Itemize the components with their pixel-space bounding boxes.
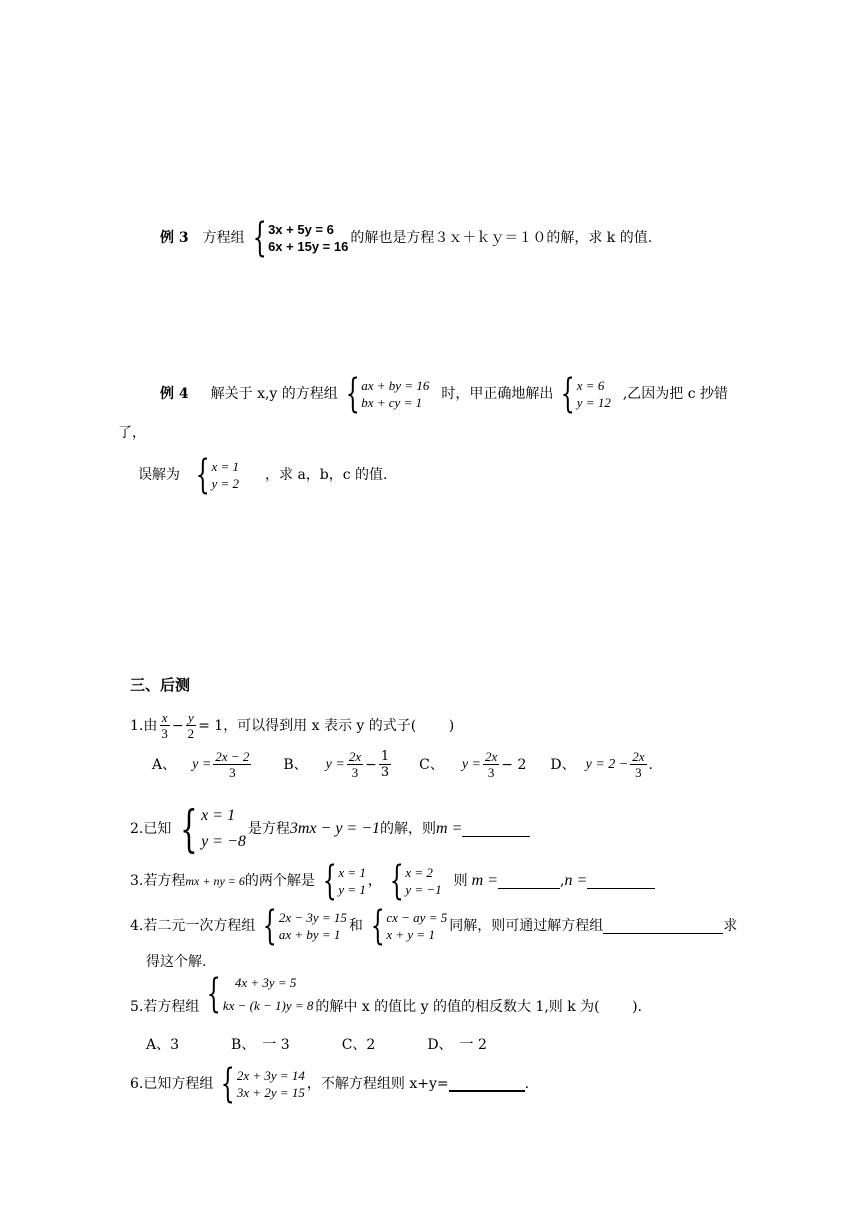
q5-eq2: kx − (k − 1)y = 8	[222, 998, 314, 1013]
q1-option-c-label: C、	[419, 756, 444, 773]
q2-mid2: 的解，则	[380, 821, 437, 837]
brace-icon: {	[561, 371, 576, 417]
question-2	[130, 800, 530, 858]
brace-icon: {	[263, 903, 278, 949]
q3-mid: 的两个解是	[244, 873, 315, 889]
brace-icon: {	[345, 371, 360, 417]
example-4-line2-prefix: 误解为	[138, 467, 180, 483]
example-4-sys1-eq2: bx + cy = 1	[361, 395, 423, 410]
question-6	[130, 1061, 530, 1107]
q1-frac2-denominator: 2	[187, 726, 195, 741]
q3-prefix: 3.若方程	[130, 873, 186, 889]
q4-s2-eq1: cx − ay = 5	[386, 910, 448, 925]
q1-option-c-lhs: y =	[461, 756, 481, 772]
example-4-prefix: 解关于 x,y 的方程组	[210, 386, 338, 402]
q4-tail: 求	[723, 918, 738, 934]
q5-option-c: C、2	[341, 1037, 376, 1053]
example-4-line-2	[138, 452, 388, 498]
q3-s1-eq2: y = 1	[338, 882, 366, 897]
example-4-sys3-eq2: y = 2	[211, 476, 239, 491]
q3-m-blank[interactable]	[498, 874, 560, 889]
brace-icon: {	[207, 971, 222, 1017]
example-3-prefix: 方程组	[202, 230, 245, 246]
q2-equation: 3mx − y = −1	[289, 820, 381, 837]
q2-answer-blank[interactable]	[462, 822, 530, 837]
q1-fraction-2	[186, 711, 197, 740]
q2-system	[173, 800, 246, 858]
example-4-sys3-eq1: x = 1	[211, 459, 239, 474]
example-4-suffix: ,乙因为把 c 抄错	[622, 386, 729, 402]
q1-option-c-denominator: 3	[487, 765, 495, 780]
q3-var-n: n =	[564, 872, 588, 889]
q1-option-b-fraction-2	[379, 750, 391, 779]
brace-icon: {	[180, 800, 199, 858]
q6-eq1: 2x + 3y = 14	[236, 1068, 305, 1083]
example-3-eq2: 6x + 15y = 16	[268, 239, 349, 254]
question-3	[130, 858, 655, 904]
example-4-line2-suffix: ，求 a，b，c 的值.	[265, 467, 388, 483]
example-3-system	[247, 215, 349, 261]
q1-option-a-lhs: y =	[192, 756, 212, 772]
example-4-sys2-eq1: x = 6	[576, 378, 605, 393]
example-4-continuation	[118, 426, 146, 440]
q4-and: 和	[348, 918, 363, 934]
q6-eq2: 3x + 2y = 15	[236, 1085, 305, 1100]
q1-option-b-fraction-1	[347, 750, 363, 779]
q1-minus: −	[171, 717, 184, 734]
q6-prefix: 6.已知方程组	[130, 1076, 214, 1092]
q1-option-a-fraction	[213, 750, 251, 779]
q1-option-c-tail: − 2	[501, 756, 527, 773]
example-4-cont: 了，	[118, 425, 146, 441]
example-4-system-2	[555, 371, 611, 417]
q2-prefix: 2.已知	[130, 821, 172, 837]
q4-s1-eq1: 2x − 3y = 15	[278, 910, 347, 925]
q1-option-a-label: A、	[152, 756, 177, 773]
q3-equation: mx + ny = 6	[185, 874, 245, 888]
example-4-label: 例 4	[160, 386, 189, 402]
brace-icon: {	[389, 858, 404, 904]
q2-eq1: x = 1	[201, 807, 236, 824]
q3-s2-eq1: x = 2	[405, 865, 433, 880]
question-5-options	[146, 1038, 487, 1052]
q4-mid: 同解，则可通过解方程组	[449, 918, 604, 934]
q4-s1-eq2: ax + by = 1	[278, 927, 341, 942]
brace-icon: {	[221, 1061, 236, 1107]
question-1	[130, 711, 454, 740]
q4-cont: 得这个解.	[146, 954, 207, 970]
q1-prefix: 1.由	[130, 717, 158, 734]
q2-eq2: y = −8	[201, 833, 246, 850]
brace-icon: {	[252, 215, 267, 261]
q3-s1-eq1: x = 1	[338, 865, 366, 880]
q3-s2-eq2: y = −1	[405, 882, 442, 897]
q5-eq1: 4x + 3y = 5	[234, 975, 297, 990]
q1-frac1-numerator: x	[161, 710, 168, 725]
q1-option-d-denominator: 3	[635, 765, 642, 780]
q5-system	[201, 971, 314, 1017]
q2-mid: 是方程	[247, 821, 290, 837]
q3-sep: ,	[560, 873, 565, 889]
q1-option-c-fraction	[483, 750, 499, 779]
q1-frac1-denominator: 3	[161, 726, 168, 741]
q5-option-a: A、3	[146, 1037, 180, 1053]
q5-option-b: B、 一 3	[231, 1037, 290, 1053]
q1-frac2-numerator: y	[187, 710, 194, 725]
example-3-suffix: 的解也是方程３ｘ＋ｋｙ＝１０的解，求 k 的值.	[350, 230, 653, 246]
q1-option-b-numerator-1: 2x	[348, 749, 362, 764]
question-1-options	[152, 750, 653, 779]
q3-var-m: m =	[471, 872, 499, 889]
question-5	[130, 971, 642, 1017]
example-3-label: 例 3	[160, 230, 189, 246]
q6-system	[215, 1061, 305, 1107]
example-4	[160, 371, 729, 417]
q4-answer-blank[interactable]	[603, 919, 723, 934]
q1-suffix: ，可以得到用 x 表示 y 的式子( )	[223, 717, 455, 734]
example-4-sys1-eq1: ax + by = 16	[361, 378, 430, 393]
q1-option-b-numerator-2: 1	[380, 749, 390, 764]
example-4-system-3	[190, 452, 239, 498]
q1-option-d-tail: .	[648, 756, 653, 773]
brace-icon: {	[195, 452, 210, 498]
q3-system-1	[317, 858, 366, 904]
q1-option-d-fraction	[630, 750, 646, 779]
q4-system-2	[365, 903, 448, 949]
q1-option-b-denominator-1: 3	[351, 765, 359, 780]
q5-option-d: D、 一 2	[427, 1037, 487, 1053]
question-4	[130, 903, 738, 949]
section-title: 三、后测	[130, 677, 191, 694]
q3-n-blank[interactable]	[587, 874, 655, 889]
q1-option-d-label: D、	[550, 756, 576, 773]
example-4-system-1	[340, 371, 430, 417]
q3-comma: ，	[367, 873, 382, 889]
q1-fraction-1	[159, 711, 170, 740]
q1-option-b-label: B、	[283, 756, 308, 773]
q1-option-b-denominator-2: 3	[380, 765, 390, 780]
q1-option-b-lhs: y =	[325, 756, 345, 772]
q1-option-d-lhs: y = 2 −	[585, 756, 629, 772]
q5-suffix: 的解中 x 的值比 y 的值的相反数大 1,则 k 为( ).	[315, 999, 642, 1015]
q4-system-1	[257, 903, 347, 949]
q4-s2-eq2: x + y = 1	[386, 927, 435, 942]
example-3	[160, 215, 653, 261]
question-4-continuation	[146, 955, 206, 969]
example-4-sys2-eq2: y = 12	[576, 395, 611, 410]
q4-prefix: 4.若二元一次方程组	[130, 918, 256, 934]
q5-prefix: 5.若方程组	[130, 999, 200, 1015]
q1-option-c-numerator: 2x	[485, 749, 498, 764]
q6-tail: .	[524, 1076, 530, 1092]
q1-option-b-minus: −	[365, 756, 377, 773]
q1-option-a-denominator: 3	[229, 765, 236, 780]
q1-option-a-numerator: 2x − 2	[215, 749, 250, 764]
example-3-eq1: 3x + 5y = 6	[268, 222, 334, 237]
q6-mid: ，不解方程组则 x+y=	[306, 1076, 449, 1092]
q2-var: m =	[436, 820, 463, 837]
brace-icon: {	[370, 903, 385, 949]
q3-mid2: 则	[453, 873, 468, 889]
brace-icon: {	[322, 858, 337, 904]
q6-answer-blank[interactable]	[449, 1076, 525, 1092]
q1-option-d-numerator: 2x	[632, 749, 645, 764]
example-4-mid: 时，甲正确地解出	[441, 386, 554, 402]
q3-system-2	[384, 858, 442, 904]
q1-rhs: = 1	[198, 717, 224, 734]
